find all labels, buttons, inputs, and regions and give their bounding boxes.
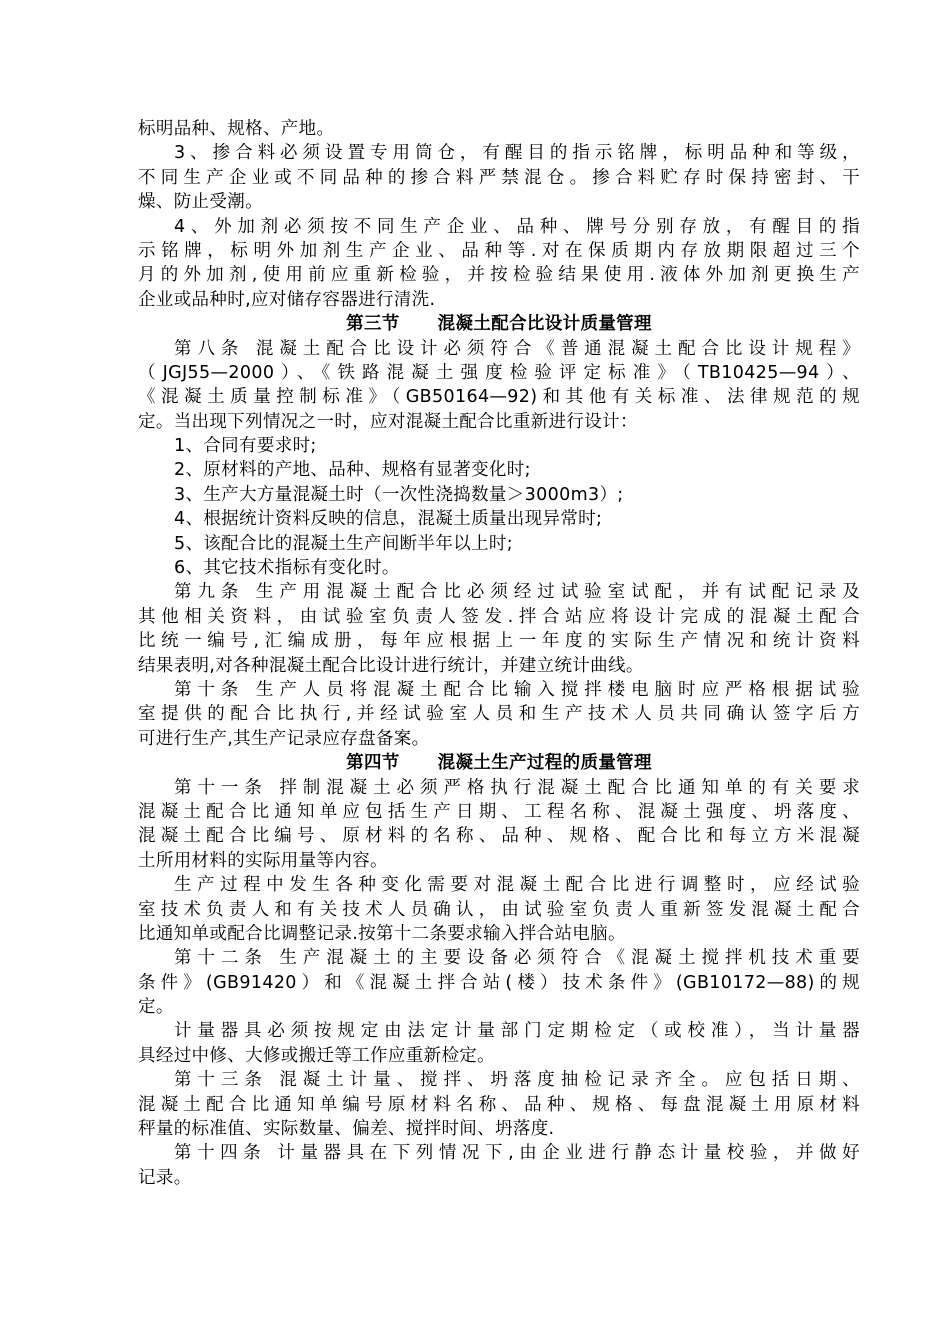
text-line: 2、原材料的产地、品种、规格有显著变化时; [174,460,531,481]
text-line: 第九条 生产用混凝土配合比必须经过试验室试配，并有试配记录及 [174,582,860,603]
document-body [138,117,860,1190]
text-line: 记录。 [138,1167,192,1188]
text-line: 第十一条 拌制混凝土必须严格执行混凝土配合比通知单的有关要求 [174,777,860,798]
text-line: 第十三条 混凝土计量、搅拌、坍落度抽检记录齐全。应包括日期、 [174,1070,860,1091]
text-line: 标明品种、规格、产地。 [138,119,335,139]
text-line: 4、外加剂必须按不同生产企业、品种、牌号分别存放，有醒目的指 [174,216,860,237]
text-line: 1、合同有要求时; [174,436,317,457]
text-line: 混凝土配合比通知单编号原材料名称、品种、规格、每盘混凝土用原材料 [138,1094,860,1115]
text-line: 定。当出现下列情况之一时，应对混凝土配合比重新进行设计： [138,411,638,432]
text-line: 《混凝土质量控制标准》（GB50164—92)和其他有关标准、法律规范的规 [138,387,860,408]
text-line: 第十二条 生产混凝土的主要设备必须符合《混凝土搅拌机技术重要 [174,948,860,969]
text-line: 3、生产大方量混凝土时（一次性浇捣数量＞3000m3）; [174,484,624,505]
text-line: 示铭牌，标明外加剂生产企业、品种等.对在保质期内存放期限超过三个 [138,240,860,261]
text-line: 混凝土配合比编号、原材料的名称、品种、规格、配合比和每立方米混凝 [138,826,860,847]
section-title: 混凝土生产过程的质量管理 [437,753,652,774]
section-heading [138,312,860,336]
text-line: 5、该配合比的混凝土生产间断半年以上时; [174,533,514,554]
text-line: 混凝土配合比通知单应包括生产日期、工程名称、混凝土强度、坍落度、 [138,801,860,822]
text-line: 定。 [138,997,174,1018]
text-line: 室提供的配合比执行,并经试验室人员和生产技术人员共同确认签字后方 [138,704,860,725]
text-line: 第十条 生产人员将混凝土配合比输入搅拌楼电脑时应严格根据试验 [174,679,860,700]
text-line: 月的外加剂,使用前应重新检验，并按检验结果使用.液体外加剂更换生产 [138,265,860,286]
text-line: 第十四条 计量器具在下列情况下,由企业进行静态计量校验，并做好 [174,1143,860,1164]
text-line: 第八条 混凝土配合比设计必须符合《普通混凝土配合比设计规程》 [174,338,860,359]
section-heading [138,751,860,775]
text-line: 室技术负责人和有关技术人员确认，由试验室负责人重新签发混凝土配合 [138,899,860,920]
text-line: 6、其它技术指标有变化时。 [174,558,400,579]
text-line: 比通知单或配合比调整记录.按第十二条要求输入拌合站电脑。 [138,923,626,944]
text-line: 土所用材料的实际用量等内容。 [138,850,388,871]
text-line: 3、掺合料必须设置专用筒仓，有醒目的指示铭牌，标明品种和等级， [174,143,860,164]
text-line: 结果表明,对各种混凝土配合比设计进行统计，并建立统计曲线。 [138,655,644,676]
text-line: 具经过中修、大修或搬迁等工作应重新检定。 [138,1045,495,1066]
text-line: 比统一编号,汇编成册，每年应根据上一年度的实际生产情况和统计资料 [138,631,860,652]
text-line: 燥、防止受潮。 [138,192,263,213]
text-line: 4、根据统计资料反映的信息，混凝土质量出现异常时; [174,509,603,530]
text-line: 可进行生产,其生产记录应存盘备案。 [138,728,430,749]
text-line: 其他相关资料，由试验室负责人签发.拌合站应将设计完成的混凝土配合 [138,606,860,627]
section-number: 第四节 [346,753,400,774]
text-line: 生产过程中发生各种变化需要对混凝土配合比进行调整时，应经试验 [174,875,860,896]
text-line: （JGJ55—2000）、《铁路混凝土强度检验评定标准》（TB10425—94）、 [138,362,860,383]
text-line: 计量器具必须按规定由法定计量部门定期检定（或校准），当计量器 [174,1021,860,1042]
text-line: 不同生产企业或不同品种的掺合料严禁混仓。掺合料贮存时保持密封、干 [138,167,860,188]
text-line: 条件》(GB91420）和《混凝土拌合站(楼）技术条件》(GB10172—88)的规 [138,972,860,993]
text-line: 企业或品种时,应对储存容器进行清洗. [138,289,436,310]
text-line: 秤量的标准值、实际数量、偏差、搅拌时间、坍落度. [138,1119,555,1140]
section-number: 第三节 [346,314,400,335]
section-title: 混凝土配合比设计质量管理 [437,314,652,335]
